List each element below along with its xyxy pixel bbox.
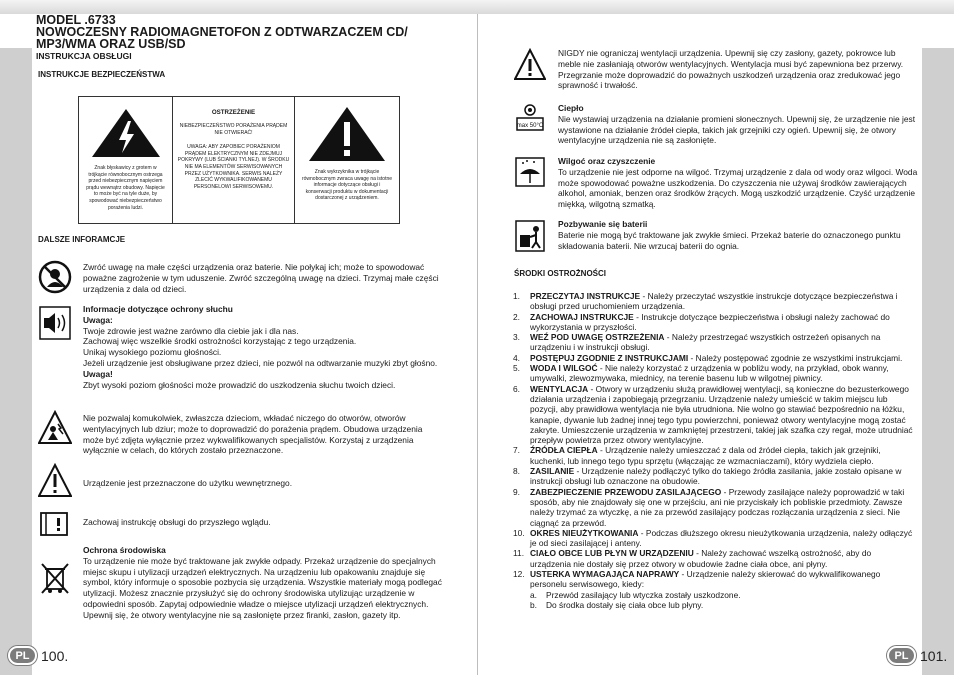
- list-item-number: 1.: [513, 291, 520, 301]
- list-item: [513, 312, 913, 333]
- list-item-number: 10.: [513, 527, 525, 538]
- product-title-line1: NOWOCZESNY RADIOMAGNETOFON Z ODTWARZACZEM CD/: [36, 25, 408, 39]
- hearing-line-3: Unikaj wysokiego poziomu głośności.: [83, 347, 222, 358]
- list-item-text: [530, 291, 913, 312]
- list-item-number: 9.: [513, 486, 520, 497]
- list-item-number: 5.: [513, 363, 520, 374]
- list-item-heading: ZACHOWAJ INSTRUKCJE: [530, 311, 634, 322]
- list-item-body: - Należy przeczytać wszystkie instrukcje dotyczące bezpieczeństwa i obsługi przed uruchomieniem urządzenia.: [530, 291, 898, 312]
- svg-text:max 50°C: max 50°C: [516, 123, 544, 129]
- list-item: [513, 445, 913, 466]
- list-item-number: 6.: [513, 383, 520, 394]
- top-bar: [0, 0, 954, 14]
- list-item-text: [530, 332, 913, 353]
- list-item: [513, 363, 913, 384]
- moisture-cleaning-icon: [514, 156, 546, 190]
- list-item-text: [530, 466, 913, 487]
- environment-text: To urządzenie nie może być traktowane jak zwykłe odpady. Przekaż urządzenie do specjalnych miejsc skupu i utylizacji urządzeń elektrycznych. Na urządzeniu lub opakowaniu znajduje się symbol, który informuje o sposobie pozbycia się urządzenia. Wszystkie materiały mogą podlegać utylizacji. Możesz znacznie przysłużyć się do ochrony środowiska utylizując urządzenie w odpowiedni sposób. Zapytaj odpowiednie władze o miejsce utylizacji urządzeń elektrycznych.: [83, 555, 442, 609]
- list-item-body: - Urządzenie należy skierować do wykwalifikowanego personelu serwisowego, kiedy:: [530, 569, 881, 590]
- list-item: [513, 548, 913, 569]
- model-title: MODEL .6733: [36, 13, 116, 27]
- list-item-number: 3.: [513, 332, 520, 343]
- list-item-heading: WEŹ POD UWAGĘ OSTRZEŻENIA: [530, 332, 665, 343]
- list-item-body: - Nie należy korzystać z urządzenia w pobliżu wody, na przykład, obok wanny, umywalki, zlewozmywaka, miednicy, na terenie basenu lub w wilgotnej piwnicy.: [530, 363, 889, 384]
- battery-disposal-icon: [514, 219, 546, 253]
- heat-text: Nie wystawiaj urządzenia na działanie promieni słonecznych. Upewnij się, że urządzenie nie jest wystawione na działanie źródeł ciepła, takich jak grzejniki czy ogień. Upewnij się, że otwory wentylacyjne urządzenia nie są zasłonięte.: [558, 113, 916, 146]
- page-header: [36, 14, 456, 61]
- warning-box-left: [79, 97, 173, 223]
- list-item-number: 12.: [513, 569, 525, 580]
- list-item-text: [530, 445, 913, 466]
- list-item: [513, 528, 913, 549]
- list-item-body: - Należy postępować zgodnie ze wszystkimi instrukcjami.: [688, 352, 903, 363]
- battery-text: Baterie nie mogą być traktowane jak zwykłe śmieci. Przekaż baterie do oznaczonego punktu składowania baterii. Nie wrzucaj baterii do ognia.: [558, 229, 901, 251]
- electric-shock-warning-icon: [38, 410, 72, 446]
- list-item-heading: ZABEZPIECZENIE PRZEWODU ZASILAJĄCEGO: [530, 486, 722, 497]
- warning-triangle-icon: [38, 463, 72, 499]
- hearing-note-label-2: Uwaga!: [83, 368, 113, 379]
- battery-heading: Pozbywanie się baterii: [558, 219, 648, 229]
- sub-list-item-text: Do środka dostały się ciała obce lub płyny.: [546, 599, 704, 610]
- list-item-text: [530, 363, 913, 384]
- lightning-explanation: Znak błyskawicy z grotem w trójkącie równobocznym ostrzega przed niebezpiecznym napięciem prądu wewnątrz obudowy. Napięcie to może być na tyle duże, by spowodować niebezpieczeństwo porażenia ludzi.: [86, 165, 165, 211]
- list-item-heading: POSTĘPUJ ZGODNIE Z INSTRUKCJAMI: [530, 352, 689, 363]
- list-item-heading: WODA I WILGOĆ: [530, 363, 598, 374]
- list-item-body: - Urządzenie należy umieszczać z dala od źródeł ciepła, takich jak grzejniki, kuchenki, lub innego tego typu sprzętu (włączając ze wzmacniaczami), który wydziela ciepło.: [530, 445, 881, 466]
- language-badge-left: PL: [8, 646, 37, 665]
- list-item-heading: WENTYLACJA: [530, 383, 589, 394]
- list-item-heading: CIAŁO OBCE LUB PŁYN W URZĄDZENIU: [530, 548, 694, 559]
- list-item-body: - Podczas dłuższego okresu nieużytkowania urządzenia, należy odłączyć je od sieci zasilającej i anteny.: [530, 527, 913, 549]
- product-title-line2: MP3/WMA ORAZ USB/SD: [36, 37, 186, 51]
- manual-subtitle: INSTRUKCJA OBSŁUGI: [36, 51, 132, 61]
- environment-heading: Ochrona środowiska: [83, 545, 166, 555]
- list-item: [513, 466, 913, 487]
- weee-bin-icon: [38, 560, 72, 596]
- list-item: [513, 569, 913, 590]
- right-margin-bar: [922, 48, 954, 675]
- heat-thermometer-icon: [514, 103, 546, 137]
- list-item-body: - Należy przestrzegać wszystkich ostrzeżeń opisanych na urządzeniu i w instrukcji obsługi.: [530, 332, 881, 353]
- list-item: [513, 291, 913, 312]
- list-item-text: [530, 528, 913, 549]
- list-item-body: - Przewody zasilające należy poprowadzić w taki sposób, aby nie znajdowały się one w przejściu, ani nie przyciskały ich pobliskie przedmioty. Zawsze należy trzymać za wtyczkę, a nie za przewód zasilający podczas rozłączania urządzenia z sieci. Nie ciągnąć za przewód.: [530, 486, 905, 528]
- warning-text-1: NIEBEZPIECZEŃSTWO PORAŻENIA PRĄDEM: [179, 123, 288, 129]
- hearing-protection-icon: [38, 305, 72, 341]
- environment-block: [83, 545, 443, 621]
- list-item-body: - Otwory w urządzeniu służą prawidłowej wentylacji, są konieczne do bezusterkowego działania urządzenia i zapobiegają przegrzaniu. Urządzenie należy umieścić w takim miejscu lub pozycji, aby prawidłowa wentylacja nie była utrudniona. Nie wolno go stawiać bezpośrednio na łóżku, kanapie, dywanie lub żadnej innej tego typu powierzchni, ponieważ otwory wentylacyjne mogą zostać zakryte. Umieszczenie urządzenia w zamkniętej przestrzeni, takiej jak szafka czy regał, może utrudniać przepływ powietrza przez otwory wentylacyjne.: [530, 383, 913, 446]
- hearing-note-label-1: Uwaga:: [83, 314, 113, 325]
- sub-list-item-letter: a.: [530, 589, 537, 600]
- page-number-left: [8, 646, 68, 665]
- indoor-use-text: Urządzenie jest przeznaczone do użytku wewnętrznego.: [83, 478, 293, 488]
- no-small-parts-icon: [38, 259, 72, 295]
- list-item-number: 7.: [513, 445, 520, 456]
- left-margin-bar: [0, 48, 32, 675]
- list-item: [513, 332, 913, 353]
- sub-list-item: [513, 600, 913, 610]
- sub-list-item: [513, 590, 913, 600]
- list-item-heading: ZASILANIE: [530, 466, 575, 477]
- sub-list-item-letter: b.: [530, 599, 537, 610]
- moisture-block: [558, 156, 918, 210]
- list-item-body: - Urządzenie należy podłączyć tylko do takiego źródła zasilania, jakie zostało opisane w instrukcji obsługi lub oznaczone na obudowie.: [530, 466, 902, 487]
- warning-text-2: NIE OTWIERAĆ!: [214, 129, 253, 136]
- list-item-body: - Należy zachować wszelką ostrożność, aby do urządzenia nie dostały się przez otwory w obudowie żadne ciała obce, ani płyny.: [530, 548, 872, 569]
- list-item-number: 11.: [513, 548, 525, 559]
- ventilation-text: NIGDY nie ograniczaj wentylacji urządzenia. Upewnij się czy zasłony, gazety, pokrowce lub meble nie zasłaniają otworów wentylacyjnych. Wentylacja musi być zapewniona bez przerwy. Przegrzanie może doprowadzić do poważnych uszkodzeń urządzenia oraz zredukować jego sprawność i trwałość.: [558, 48, 904, 91]
- hearing-line-4: Jeżeli urządzenie jest obsługiwane przez dzieci, nie pozwól na odtwarzanie muzyki zbyt głośno.: [83, 357, 438, 368]
- list-item-heading: USTERKA WYMAGAJĄCA NAPRAWY: [530, 569, 680, 580]
- moisture-text: To urządzenie nie jest odporne na wilgoć. Trzymaj urządzenie z dala od wody oraz wilgoci. Woda może spowodować poważne uszkodzenia. Do czyszczenia nie używaj środków zawierających alkohol, amoniak, benzen oraz środków żrących. Mogą uszkodzić urządzenie. Czyść urządzenie miękką, wilgotną szmatką.: [558, 166, 918, 210]
- warning-box-middle: [173, 97, 295, 223]
- page-number-left-text: 100.: [41, 647, 69, 664]
- openings-text: Nie pozwalaj komukolwiek, zwłaszcza dzieciom, wkładać niczego do otworów, otworów wentylacyjnych lub dziur; może to doprowadzić do porażenia prądem. Obudowa urządzenia może być zdjęta wyłącznie przez wykwalifikowanych specjalistów. Korzystaj z urządzenia wyłącznie w celach, do których zostało przeznaczone.: [83, 413, 423, 456]
- small-parts-text: Zwróć uwagę na małe części urządzenia oraz baterie. Nie połykaj ich; może to spowodować poważne zagrożenie w tym uduszenie. Zwróć szczególną uwagę na dzieci. Trzymaj małe części urządzenia z dala od dzieci.: [83, 262, 439, 294]
- exclamation-explanation: Znak wykrzyknika w trójkącie równobocznym zwraca uwagę na istotne informacje dotyczące obsługi i konserwacji produktu w dokumentacji dostarczonej z urządzeniem.: [301, 169, 393, 202]
- list-item: [513, 353, 913, 363]
- hearing-line-5: Zbyt wysoki poziom głośności może prowadzić do uszkodzenia słuchu twoich dzieci.: [83, 379, 396, 390]
- list-item-text: [530, 548, 913, 569]
- list-item-number: 8.: [513, 466, 520, 477]
- list-item: [513, 384, 913, 446]
- safety-title: INSTRUKCJE BEZPIECZEŃSTWA: [38, 70, 166, 79]
- list-item-text: [530, 569, 913, 590]
- further-info-title: DALSZE INFORAMCJE: [38, 235, 126, 244]
- lightning-triangle-icon: [90, 107, 162, 159]
- hearing-block: [83, 304, 443, 390]
- list-item-number: 4.: [513, 352, 520, 363]
- ventilation-warning-icon: [514, 48, 546, 82]
- heat-block: [558, 103, 918, 146]
- list-item-text: [530, 312, 913, 333]
- exclamation-triangle-icon: [307, 105, 387, 163]
- page-number-right-text: 101.: [920, 647, 948, 664]
- warning-text-3: UWAGA: ABY ZAPOBIEC PORAŻENIOM PRĄDEM ELEKTRYCZNYM NIE ZDEJMUJ POKRYWY (LUB ŚCIANKI TYLNEJ). W ŚRODKU NIE MA ELEMENTÓW SERWISOWANYCH PRZEZ UŻYTKOWNIKA. SERWIS NALEŻY ZLECIĆ WYKWALIFIKOWANEMU PERSONELOWI SERWISOWEMU.: [177, 144, 290, 190]
- list-item-text: [530, 384, 913, 446]
- precautions-title: ŚRODKI OSTROŻNOŚCI: [514, 269, 607, 278]
- list-item-heading: OKRES NIEUŻYTKOWANIA: [530, 527, 639, 538]
- page-number-right: [887, 646, 947, 665]
- manual-book-icon: [38, 507, 72, 543]
- list-item-text: [530, 353, 913, 363]
- hearing-heading: Informacje dotyczące ochrony słuchu: [83, 304, 233, 314]
- precautions-list: [513, 291, 913, 610]
- list-item-number: 2.: [513, 311, 520, 322]
- list-item-heading: PRZECZYTAJ INSTRUKCJE: [530, 291, 641, 301]
- hearing-line-2: Zachowaj więc wszelkie środki ostrożności korzystając z tego urządzenia.: [83, 336, 357, 347]
- moisture-heading: Wilgoć oraz czyszczenie: [558, 156, 656, 166]
- heat-heading: Ciepło: [558, 103, 584, 113]
- warning-box: [78, 96, 400, 224]
- warning-title: OSTRZEŻENIE: [211, 109, 256, 116]
- environment-last-line: Upewnij się, że otwory wentylacyjne nie są zasłonięte przez firanki, zasłon, gazety itp.: [83, 609, 401, 620]
- language-badge-right: PL: [887, 646, 916, 665]
- keep-manual-text: Zachowaj instrukcję obsługi do przyszłego wglądu.: [83, 517, 271, 527]
- hearing-line-1: Twoje zdrowie jest ważne zarówno dla ciebie jak i dla nas.: [83, 325, 299, 336]
- list-item: [513, 487, 913, 528]
- list-item-body: - Instrukcje dotyczące bezpieczeństwa i obsługi należy zachować do wykorzystania w przyszłości.: [530, 311, 890, 332]
- warning-box-right: [295, 97, 399, 223]
- battery-block: [558, 219, 918, 251]
- list-item-heading: ŹRÓDŁA CIEPŁA: [530, 445, 598, 456]
- page-divider: [477, 14, 478, 675]
- sub-list-item-text: Przewód zasilający lub wtyczka zostały uszkodzone.: [546, 589, 741, 600]
- list-item-text: [530, 487, 913, 528]
